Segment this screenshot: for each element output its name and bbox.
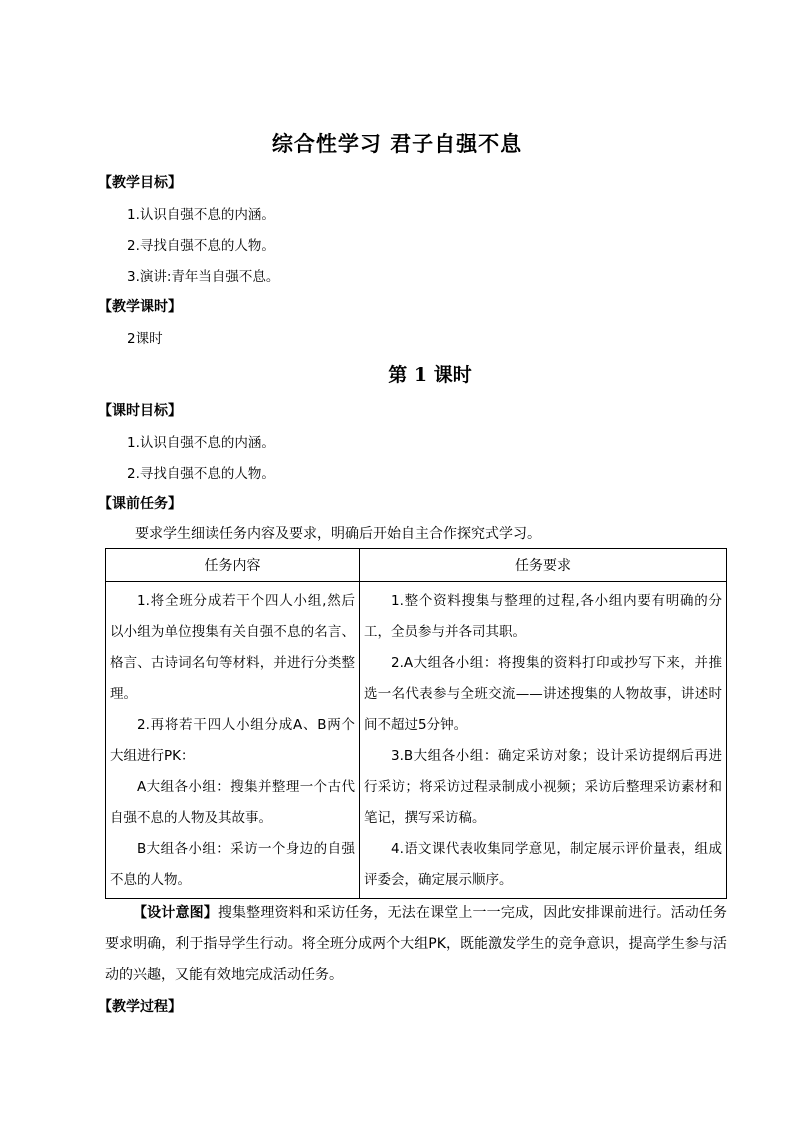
teaching-goal-item: 2.寻找自强不息的人物。 (127, 238, 275, 254)
teaching-goal-item: 1.认识自强不息的内涵。 (127, 207, 275, 223)
task-requirement-paragraph: 4.语文课代表收集同学意见，制定展示评价量表，组成评委会，确定展示顺序。 (364, 841, 722, 888)
table-row (106, 582, 727, 899)
design-intent-text: 搜集整理资料和采访任务，无法在课堂上一一完成，因此安排课前进行。活动任务要求明确，利于指导学生行动。将全班分成两个大组PK，既能激发学生的竞争意识，提高学生参与活动的兴趣，又能有效地完成活动任务。 (105, 905, 728, 983)
teaching-goals-heading: 【教学目标】 (98, 175, 182, 191)
task-requirement-paragraph: 2.A大组各小组：将搜集的资料打印或抄写下来，并推选一名代表参与全班交流——讲述搜集的人物故事，讲述时间不超过5分钟。 (364, 655, 722, 733)
teaching-goal-item: 3.演讲:青年当自强不息。 (127, 269, 280, 285)
task-content-paragraph: A大组各小组：搜集并整理一个古代自强不息的人物及其故事。 (110, 779, 355, 826)
document-title: 综合性学习 君子自强不息 (271, 132, 523, 156)
task-content-paragraph: 2.再将若干四人小组分成A、B两个大组进行PK： (110, 717, 355, 764)
table-header-row (106, 549, 727, 582)
pretask-heading: 【课前任务】 (98, 496, 182, 512)
task-requirements-cell (360, 582, 727, 899)
task-content-cell (106, 582, 360, 899)
design-intent-label: 【设计意图】 (133, 905, 218, 921)
column-header-content: 任务内容 (106, 549, 360, 582)
task-requirement-paragraph: 1.整个资料搜集与整理的过程,各小组内要有明确的分工，全员参与并各司其职。 (364, 593, 722, 640)
task-content-paragraph: B大组各小组：采访一个身边的自强不息的人物。 (110, 841, 355, 888)
lesson-goal-item: 2.寻找自强不息的人物。 (127, 466, 275, 482)
task-requirement-paragraph: 3.B大组各小组：确定采访对象；设计采访提纲后再进行采访；将采访过程录制成小视频；采访后整理采访素材和笔记，撰写采访稿。 (364, 748, 722, 826)
column-header-requirements: 任务要求 (360, 549, 727, 582)
teaching-hours-heading: 【教学课时】 (98, 299, 182, 315)
lesson-goals-heading: 【课时目标】 (98, 403, 182, 419)
task-table (105, 548, 727, 899)
lesson-goal-item: 1.认识自强不息的内涵。 (127, 435, 275, 451)
teaching-hours-value: 2课时 (127, 331, 163, 347)
lesson-title: 第 1 课时 (388, 364, 472, 386)
task-content-paragraph: 1.将全班分成若干个四人小组,然后以小组为单位搜集有关自强不息的名言、格言、古诗词名句等材料，并进行分类整理。 (110, 593, 355, 702)
pretask-intro: 要求学生细读任务内容及要求，明确后开始自主合作探究式学习。 (135, 526, 541, 542)
design-intent-paragraph (105, 898, 727, 991)
process-heading: 【教学过程】 (98, 999, 182, 1015)
design-intent-block (105, 898, 727, 991)
